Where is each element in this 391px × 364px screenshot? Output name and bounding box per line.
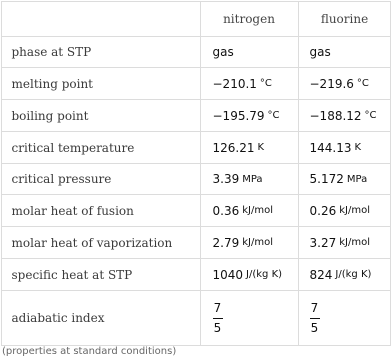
- properties-table: [1, 1, 391, 346]
- header-empty-cell: [2, 2, 200, 36]
- nitrogen-unit: MPa: [242, 173, 263, 185]
- table-row: [2, 131, 391, 164]
- table-row: [2, 67, 391, 100]
- fluorine-value: 0.26: [309, 203, 337, 218]
- fluorine-value-cell: [298, 164, 391, 195]
- fluorine-value-cell: [298, 37, 391, 68]
- fluorine-value: 824: [309, 267, 333, 282]
- row-label: phase at STP: [11, 45, 92, 59]
- fluorine-value: 3.27: [309, 235, 337, 250]
- nitrogen-value: 2.79: [212, 235, 240, 250]
- nitrogen-value-cell: [200, 291, 298, 346]
- fluorine-unit: °C: [364, 110, 377, 121]
- nitrogen-unit: K: [257, 142, 265, 153]
- nitrogen-value-cell: [200, 132, 298, 164]
- row-label: melting point: [11, 76, 93, 91]
- row-label-cell: [2, 132, 200, 164]
- table-row: [2, 226, 391, 259]
- row-label: molar heat of fusion: [11, 203, 134, 218]
- fluorine-numerator: 7: [310, 300, 319, 315]
- fluorine-value: −219.6: [309, 76, 354, 91]
- row-label: critical temperature: [11, 140, 135, 155]
- nitrogen-unit: kJ/mol: [242, 205, 273, 216]
- row-label: molar heat of vaporization: [11, 235, 173, 250]
- fraction-bar: [310, 318, 320, 319]
- row-label-cell: [2, 291, 200, 346]
- nitrogen-fraction: [213, 301, 223, 336]
- nitrogen-value-cell: [200, 37, 298, 68]
- row-label-cell: [2, 259, 200, 291]
- fluorine-unit: J/(kg K): [335, 269, 372, 280]
- nitrogen-numerator: 7: [213, 300, 222, 315]
- fluorine-unit: K: [354, 142, 362, 153]
- nitrogen-value: 1040: [212, 267, 244, 282]
- fluorine-value-cell: [298, 132, 391, 164]
- table-row: [2, 99, 391, 132]
- row-label-cell: [2, 227, 200, 259]
- header-fluorine: [298, 2, 391, 36]
- nitrogen-value-cell: [200, 68, 298, 100]
- fluorine-fraction: [310, 301, 320, 336]
- row-label: critical pressure: [11, 172, 112, 186]
- fluorine-value-cell: [298, 291, 391, 346]
- row-label: adiabatic index: [11, 311, 105, 325]
- fluorine-unit: MPa: [346, 173, 368, 185]
- fluorine-value: 5.172: [309, 172, 344, 186]
- header-nitrogen: [200, 2, 298, 36]
- nitrogen-value-cell: [200, 227, 298, 259]
- row-label-cell: [2, 37, 200, 68]
- nitrogen-value: gas: [212, 45, 234, 59]
- nitrogen-value: 3.39: [212, 172, 240, 186]
- nitrogen-unit: J/(kg K): [246, 269, 283, 280]
- nitrogen-denominator: 5: [213, 320, 222, 335]
- header-fluorine-label: fluorine: [320, 11, 369, 26]
- nitrogen-value: −210.1: [212, 76, 257, 91]
- nitrogen-value-cell: [200, 164, 298, 195]
- fluorine-value: 144.13: [309, 140, 352, 155]
- table-row: [2, 194, 391, 227]
- table-row: [2, 36, 391, 68]
- fluorine-value-cell: [298, 195, 391, 227]
- fluorine-value-cell: [298, 68, 391, 100]
- nitrogen-value-cell: [200, 259, 298, 291]
- nitrogen-value: 126.21: [212, 140, 255, 155]
- nitrogen-unit: kJ/mol: [242, 237, 273, 248]
- table-header-row: [2, 2, 391, 36]
- fluorine-unit: °C: [356, 78, 369, 89]
- table-row: [2, 258, 391, 291]
- header-nitrogen-label: nitrogen: [223, 11, 275, 26]
- fluorine-value-cell: [298, 259, 391, 291]
- nitrogen-unit: °C: [267, 110, 280, 121]
- fluorine-unit: kJ/mol: [339, 205, 370, 216]
- nitrogen-value: −195.79: [212, 108, 265, 123]
- nitrogen-unit: °C: [259, 78, 272, 89]
- row-label-cell: [2, 195, 200, 227]
- nitrogen-value-cell: [200, 195, 298, 227]
- fluorine-value-cell: [298, 100, 391, 132]
- nitrogen-value: 0.36: [212, 203, 240, 218]
- fluorine-value: −188.12: [309, 108, 362, 123]
- row-label: boiling point: [11, 108, 89, 123]
- fraction-bar: [213, 318, 223, 319]
- nitrogen-value-cell: [200, 100, 298, 132]
- table-row: [2, 163, 391, 195]
- row-label: specific heat at STP: [11, 267, 133, 282]
- fluorine-value: gas: [309, 45, 331, 59]
- footnote: (properties at standard conditions): [2, 346, 177, 357]
- row-label-cell: [2, 164, 200, 195]
- row-label-cell: [2, 68, 200, 100]
- fluorine-denominator: 5: [310, 320, 319, 335]
- row-label-cell: [2, 100, 200, 132]
- fluorine-unit: kJ/mol: [339, 237, 370, 248]
- fluorine-value-cell: [298, 227, 391, 259]
- table-row: [2, 290, 391, 346]
